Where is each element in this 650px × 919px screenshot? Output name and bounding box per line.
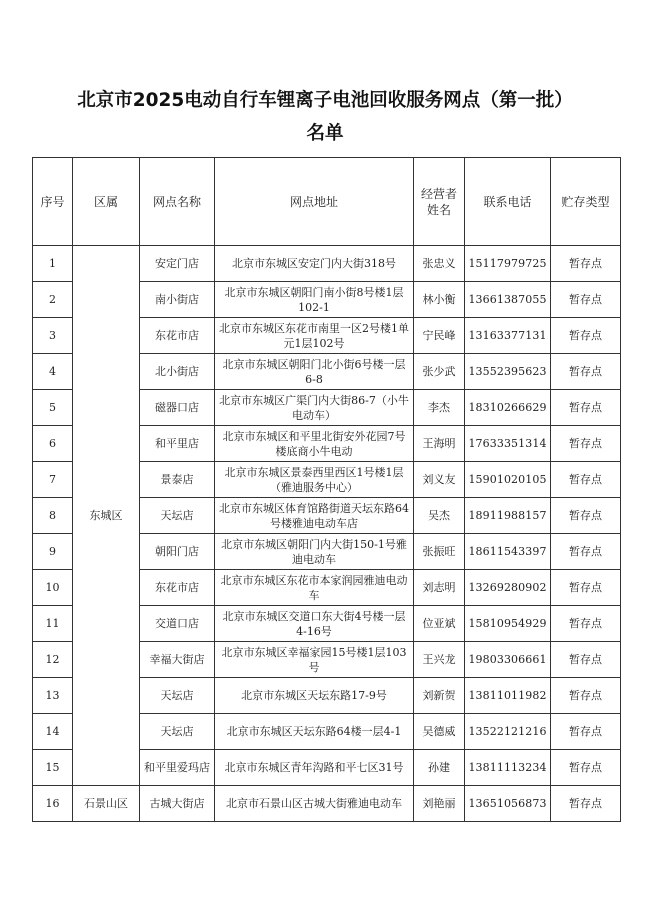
cell-address: 北京市东城区天坛东路64楼一层4-1 <box>215 714 414 750</box>
cell-type: 暂存点 <box>551 786 621 822</box>
cell-phone: 18310266629 <box>465 390 551 426</box>
header-operator: 经营者姓名 <box>414 158 465 246</box>
cell-phone: 13269280902 <box>465 570 551 606</box>
cell-address: 北京市东城区安定门内大街318号 <box>215 246 414 282</box>
cell-type: 暂存点 <box>551 282 621 318</box>
cell-type: 暂存点 <box>551 246 621 282</box>
cell-no: 12 <box>33 642 73 678</box>
table-header-row <box>33 158 621 246</box>
cell-operator: 孙建 <box>414 750 465 786</box>
cell-phone: 18911988157 <box>465 498 551 534</box>
cell-address: 北京市东城区天坛东路17-9号 <box>215 678 414 714</box>
cell-no: 15 <box>33 750 73 786</box>
cell-no: 2 <box>33 282 73 318</box>
cell-operator: 李杰 <box>414 390 465 426</box>
cell-phone: 15117979725 <box>465 246 551 282</box>
cell-type: 暂存点 <box>551 354 621 390</box>
cell-type: 暂存点 <box>551 498 621 534</box>
cell-name: 安定门店 <box>140 246 215 282</box>
cell-phone: 13522121216 <box>465 714 551 750</box>
cell-name: 东花市店 <box>140 318 215 354</box>
cell-phone: 13552395623 <box>465 354 551 390</box>
cell-type: 暂存点 <box>551 570 621 606</box>
cell-name: 幸福大街店 <box>140 642 215 678</box>
cell-operator: 林小衡 <box>414 282 465 318</box>
cell-operator: 刘志明 <box>414 570 465 606</box>
cell-type: 暂存点 <box>551 642 621 678</box>
cell-operator: 刘新贺 <box>414 678 465 714</box>
cell-address: 北京市东城区幸福家园15号楼1层103号 <box>215 642 414 678</box>
cell-name: 交道口店 <box>140 606 215 642</box>
cell-name: 和平里店 <box>140 426 215 462</box>
cell-no: 1 <box>33 246 73 282</box>
cell-name: 天坛店 <box>140 714 215 750</box>
cell-type: 暂存点 <box>551 714 621 750</box>
cell-address: 北京市东城区交道口东大街4号楼一层4-16号 <box>215 606 414 642</box>
cell-name: 北小街店 <box>140 354 215 390</box>
cell-operator: 位亚斌 <box>414 606 465 642</box>
cell-address: 北京市东城区体育馆路街道天坛东路64号楼雅迪电动车店 <box>215 498 414 534</box>
cell-operator: 张振旺 <box>414 534 465 570</box>
cell-phone: 13163377131 <box>465 318 551 354</box>
cell-operator: 吴德威 <box>414 714 465 750</box>
title-line-1: 北京市2025电动自行车锂离子电池回收服务网点（第一批） <box>77 90 573 111</box>
cell-address: 北京市石景山区古城大街雅迪电动车 <box>215 786 414 822</box>
cell-operator: 吴杰 <box>414 498 465 534</box>
cell-type: 暂存点 <box>551 318 621 354</box>
table-row <box>33 786 621 822</box>
cell-no: 5 <box>33 390 73 426</box>
cell-no: 13 <box>33 678 73 714</box>
cell-no: 6 <box>33 426 73 462</box>
cell-no: 3 <box>33 318 73 354</box>
service-points-table <box>32 157 621 822</box>
cell-operator: 刘艳丽 <box>414 786 465 822</box>
cell-name: 磁器口店 <box>140 390 215 426</box>
cell-operator: 刘义友 <box>414 462 465 498</box>
cell-phone: 19803306661 <box>465 642 551 678</box>
cell-type: 暂存点 <box>551 678 621 714</box>
cell-no: 8 <box>33 498 73 534</box>
cell-type: 暂存点 <box>551 462 621 498</box>
cell-phone: 15901020105 <box>465 462 551 498</box>
cell-name: 古城大街店 <box>140 786 215 822</box>
cell-address: 北京市东城区朝阳门内大街150-1号雅迪电动车 <box>215 534 414 570</box>
cell-type: 暂存点 <box>551 426 621 462</box>
cell-no: 10 <box>33 570 73 606</box>
cell-no: 4 <box>33 354 73 390</box>
cell-no: 14 <box>33 714 73 750</box>
cell-operator: 王兴龙 <box>414 642 465 678</box>
cell-name: 和平里爱玛店 <box>140 750 215 786</box>
cell-address: 北京市东城区朝阳门南小街8号楼1层102-1 <box>215 282 414 318</box>
cell-phone: 18611543397 <box>465 534 551 570</box>
cell-type: 暂存点 <box>551 750 621 786</box>
cell-address: 北京市东城区朝阳门北小街6号楼一层6-8 <box>215 354 414 390</box>
cell-type: 暂存点 <box>551 534 621 570</box>
cell-no: 11 <box>33 606 73 642</box>
cell-address: 北京市东城区和平里北街安外花园7号楼底商小牛电动 <box>215 426 414 462</box>
cell-phone: 13661387055 <box>465 282 551 318</box>
header-district: 区属 <box>73 158 140 246</box>
cell-operator: 张少武 <box>414 354 465 390</box>
cell-operator: 王海明 <box>414 426 465 462</box>
cell-operator: 宁民峰 <box>414 318 465 354</box>
cell-district: 东城区 <box>73 246 140 786</box>
cell-name: 景泰店 <box>140 462 215 498</box>
cell-operator: 张忠义 <box>414 246 465 282</box>
cell-address: 北京市东城区东花市南里一区2号楼1单元1层102号 <box>215 318 414 354</box>
cell-name: 天坛店 <box>140 498 215 534</box>
cell-type: 暂存点 <box>551 606 621 642</box>
cell-district: 石景山区 <box>73 786 140 822</box>
cell-name: 东花市店 <box>140 570 215 606</box>
cell-address: 北京市东城区景泰西里西区1号楼1层（雅迪服务中心） <box>215 462 414 498</box>
document-title <box>0 84 650 150</box>
cell-name: 南小街店 <box>140 282 215 318</box>
title-line-2: 名单 <box>306 123 344 144</box>
header-address: 网点地址 <box>215 158 414 246</box>
cell-phone: 17633351314 <box>465 426 551 462</box>
cell-phone: 13651056873 <box>465 786 551 822</box>
cell-no: 16 <box>33 786 73 822</box>
header-no: 序号 <box>33 158 73 246</box>
cell-no: 9 <box>33 534 73 570</box>
cell-phone: 13811113234 <box>465 750 551 786</box>
cell-phone: 13811011982 <box>465 678 551 714</box>
cell-name: 天坛店 <box>140 678 215 714</box>
cell-address: 北京市东城区广渠门内大街86-7（小牛电动车） <box>215 390 414 426</box>
cell-address: 北京市东城区青年沟路和平七区31号 <box>215 750 414 786</box>
cell-type: 暂存点 <box>551 390 621 426</box>
cell-phone: 15810954929 <box>465 606 551 642</box>
cell-name: 朝阳门店 <box>140 534 215 570</box>
cell-no: 7 <box>33 462 73 498</box>
header-type: 贮存类型 <box>551 158 621 246</box>
table-body <box>33 246 621 822</box>
header-name: 网点名称 <box>140 158 215 246</box>
header-phone: 联系电话 <box>465 158 551 246</box>
cell-address: 北京市东城区东花市本家润园雅迪电动车 <box>215 570 414 606</box>
table-row <box>33 246 621 282</box>
